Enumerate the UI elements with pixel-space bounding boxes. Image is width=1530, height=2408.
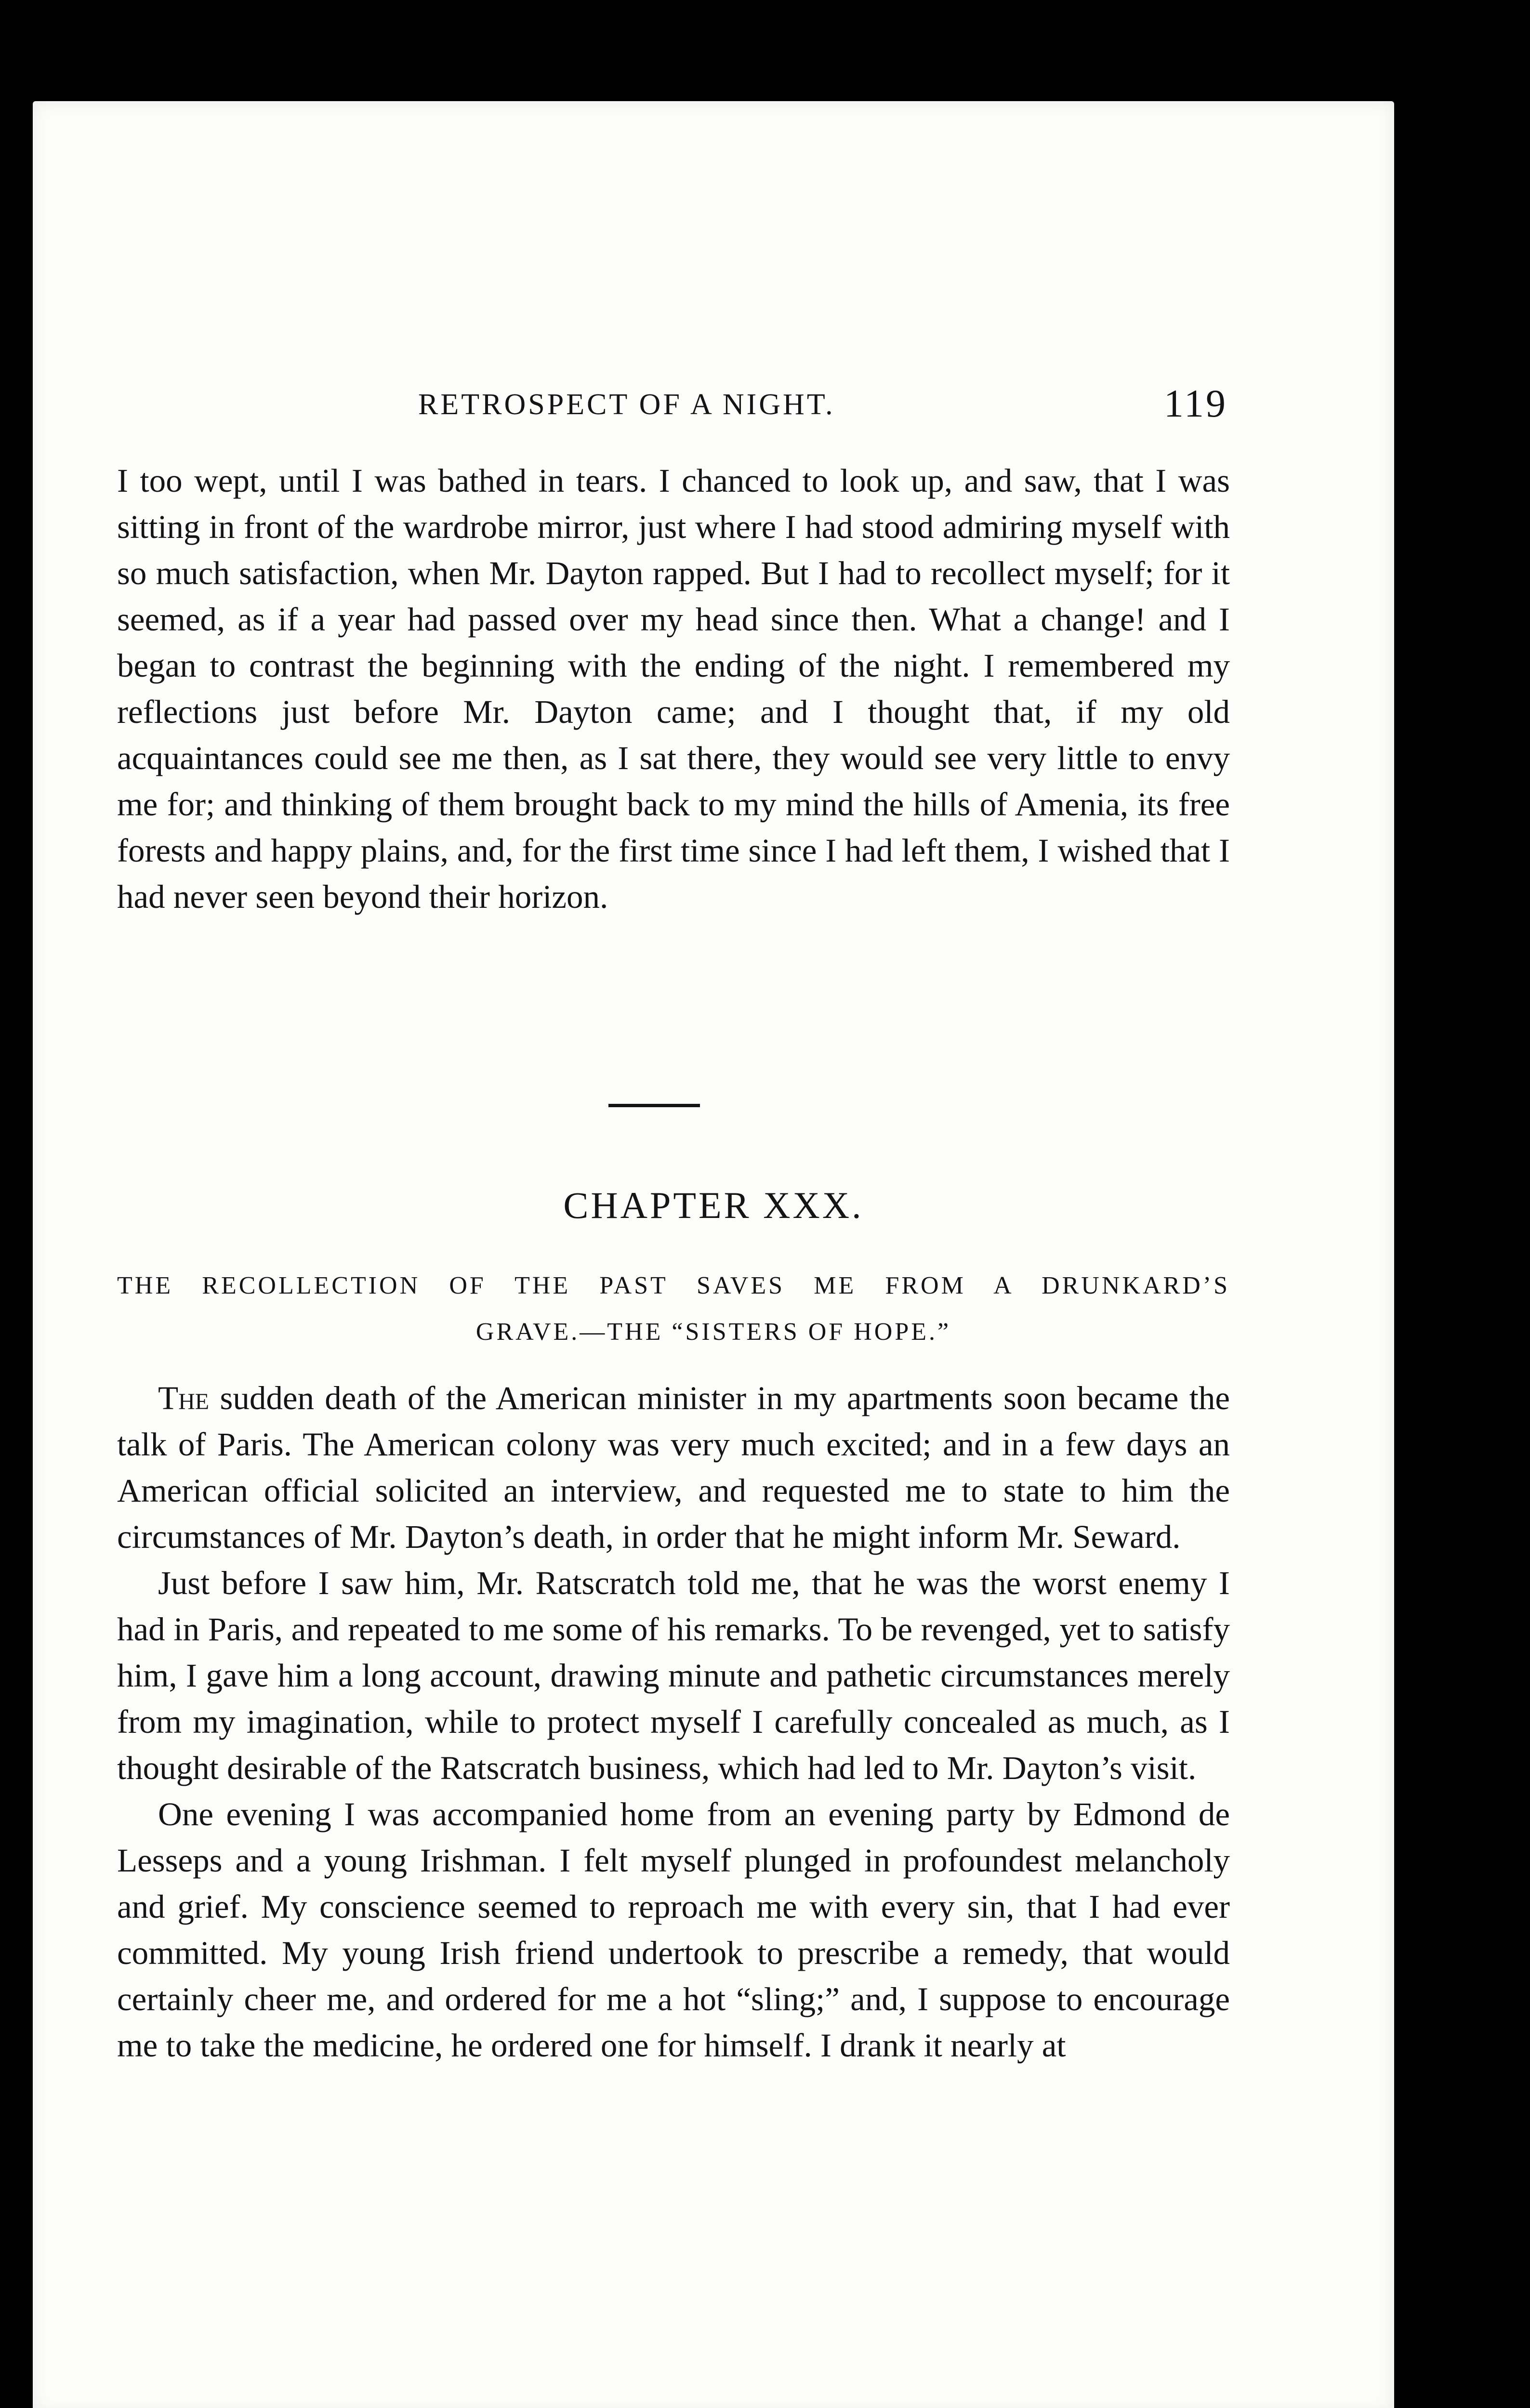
running-title: RETROSPECT OF A NIGHT. (418, 388, 835, 421)
text-block-chapter (117, 1375, 1230, 2068)
section-divider (608, 1104, 700, 1107)
chapter-subtitle-line-1: THE RECOLLECTION OF THE PAST SAVES ME FROM A DRUNKARD’S (117, 1272, 1230, 1299)
paragraph-2-text: sudden death of the American minister in my apartments soon became the talk of Paris. The American colony was very much excited; and in a few days an American official solicited an interview, and requested me to state to him the circumstances of Mr. Dayton’s death, in order that he might inform Mr. Seward. (117, 1380, 1230, 1555)
chapter-title: CHAPTER XXX. (563, 1184, 864, 1226)
paragraph-2 (117, 1375, 1230, 1560)
text-block-top (117, 458, 1230, 920)
running-head (134, 381, 1227, 441)
paragraph-2-lead: The (158, 1380, 210, 1416)
paragraph-1: I too wept, until I was bathed in tears. I chanced to look up, and saw, that I was sitting in front of the wardrobe mirror, just where I had stood admiring myself with so much satisfaction, when Mr. Dayton rapped. But I had to recollect myself; for it seemed, as if a year had passed over my head since then. What a change! and I began to contrast the beginning with the ending of the night. I remembered my reflections just before Mr. Dayton came; and I thought that, if my old acquaintances could see me then, as I sat there, they would see very little to envy me for; and thinking of them brought back to my mind the hills of Amenia, its free forests and happy plains, and, for the first time since I had left them, I wished that I had never seen beyond their horizon. (117, 462, 1230, 915)
chapter-subtitle-line-2: GRAVE.—THE “SISTERS OF HOPE.” (475, 1318, 951, 1346)
book-page (33, 101, 1394, 2408)
paragraph-3: Just before I saw him, Mr. Ratscratch told me, that he was the worst enemy I had in Paris, and repeated to me some of his remarks. To be revenged, yet to satisfy him, I gave him a long account, drawing minute and pathetic circumstances merely from my imagination, while to protect myself I carefully concealed as much, as I thought desirable of the Ratscratch business, which had led to Mr. Dayton’s visit. (117, 1565, 1230, 1786)
page-number: 119 (1164, 381, 1227, 425)
paragraph-4: One evening I was accompanied home from an evening party by Edmond de Lesseps and a young Irishman. I felt myself plunged in profoundest melancholy and grief. My conscience seemed to reproach me with every sin, that I had ever committed. My young Irish friend undertook to prescribe a remedy, that would certainly cheer me, and ordered for me a hot “sling;” and, I suppose to encourage me to take the medicine, he ordered one for himself. I drank it nearly at (117, 1796, 1230, 2064)
